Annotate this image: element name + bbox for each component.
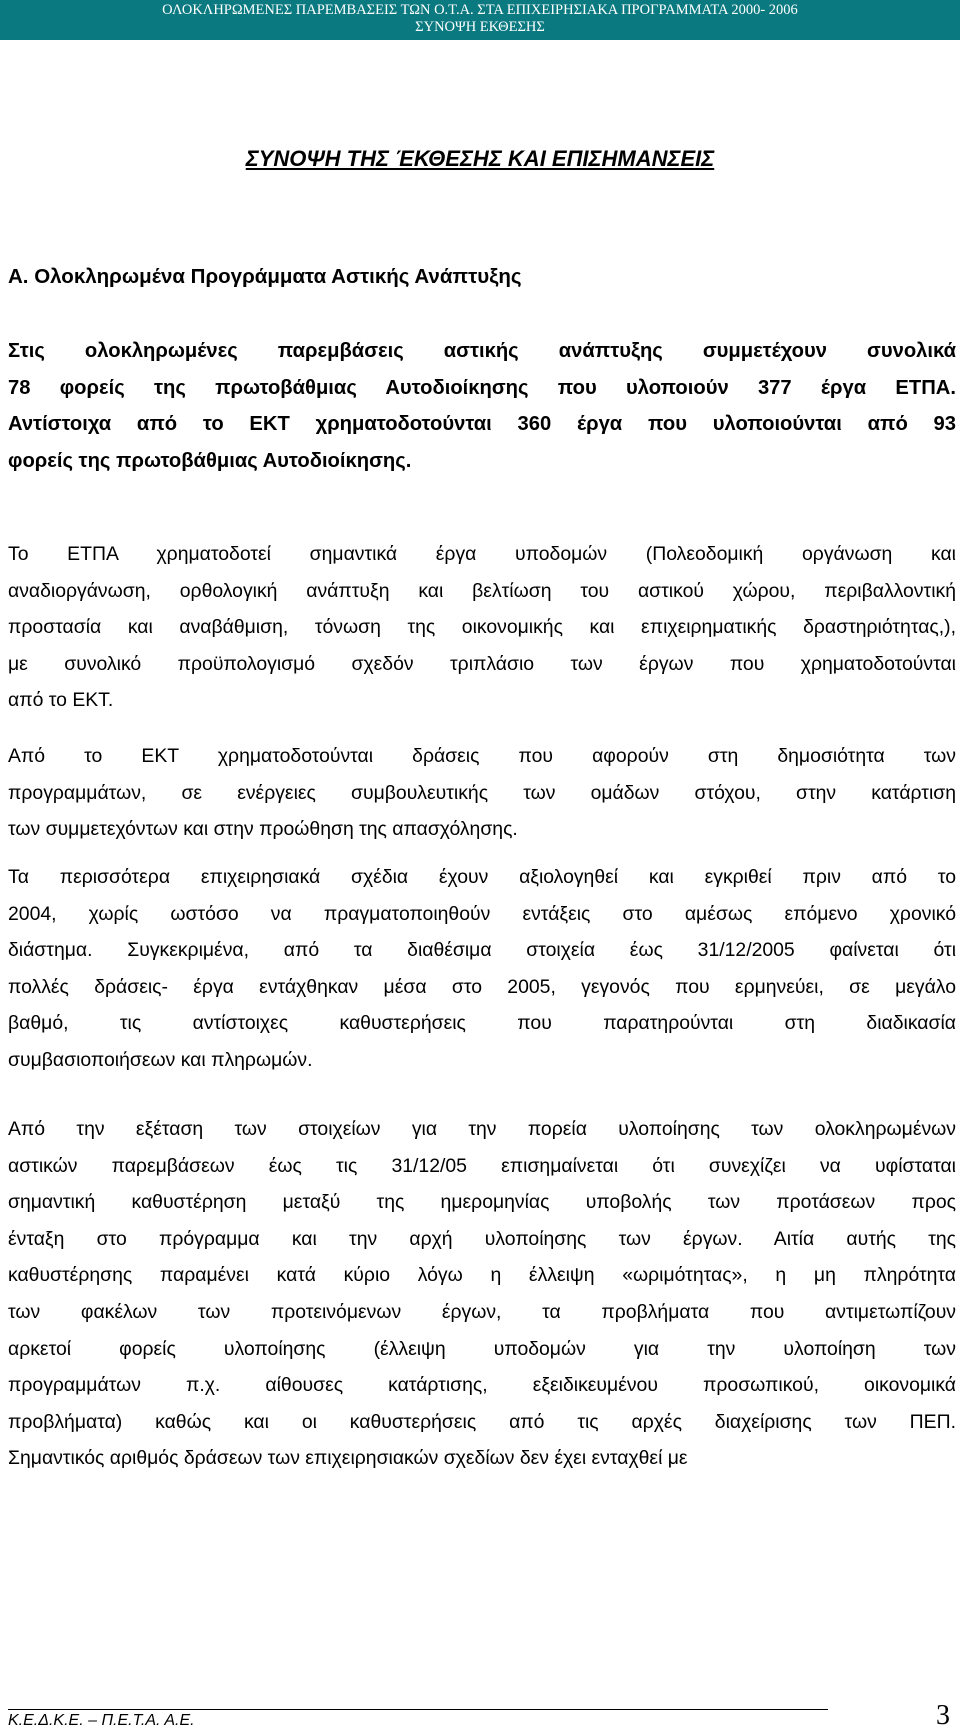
paragraph-line: αστικών παρεμβάσεων έως τις 31/12/05 επισημαίνεται ότι συνεχίζει να υφίσταται xyxy=(8,1154,956,1177)
paragraph-line: Αντίστοιχα από το ΕΚΤ χρηματοδοτούνται 360 έργα που υλοποιούνται από 93 xyxy=(8,413,956,436)
paragraph-line: αρκετοί φορείς υλοποίησης (έλλειψη υποδομών για την υλοποίηση των xyxy=(8,1337,956,1360)
page-number: 3 xyxy=(936,1700,950,1731)
paragraph-line: Στις ολοκληρωμένες παρεμβάσεις αστικής ανάπτυξης συμμετέχουν συνολικά xyxy=(8,340,956,362)
paragraph-line: προγραμμάτων, σε ενέργειες συμβουλευτικής των ομάδων στόχου, στην κατάρτιση xyxy=(8,781,956,804)
paragraph-line: των συμμετεχόντων και στην προώθηση της απασχόλησης. xyxy=(8,818,518,841)
paragraph-line: προστασία και αναβάθμιση, τόνωση της οικονομικής και επιχειρηματικής δραστηριότητας,), xyxy=(8,616,956,639)
paragraph-line: Το ΕΤΠΑ χρηματοδοτεί σημαντικά έργα υποδομών (Πολεοδομική οργάνωση και xyxy=(8,543,956,565)
header-line-1: ΟΛΟΚΛΗΡΩΜΕΝΕΣ ΠΑΡΕΜΒΑΣΕΙΣ ΤΩΝ Ο.Τ.Α. ΣΤΑ ΕΠΙΧΕΙΡΗΣΙΑΚΑ ΠΡΟΓΡΑΜΜΑΤΑ 2000- 2006 xyxy=(162,2,798,18)
paragraph-line: βαθμό, τις αντίστοιχες καθυστερήσεις που παρατηρούνται στη διαδικασία xyxy=(8,1012,956,1035)
paragraph-line: Από το ΕΚΤ χρηματοδοτούνται δράσεις που αφορούν στη δημοσιότητα των xyxy=(8,745,956,767)
footer-organization: Κ.Ε.Δ.Κ.Ε. – Π.Ε.Τ.Α. Α.Ε. xyxy=(8,1712,195,1729)
paragraph-line: Σημαντικός αριθμός δράσεων των επιχειρησιακών σχεδίων δεν έχει ενταχθεί με xyxy=(8,1447,688,1470)
paragraph-line: με συνολικό προϋπολογισμό σχεδόν τριπλάσιο των έργων που χρηματοδοτούνται xyxy=(8,652,956,675)
running-header xyxy=(0,0,960,40)
paragraph-1 xyxy=(8,333,956,479)
footer-divider xyxy=(8,1709,828,1710)
paragraph-line: φορείς της πρωτοβάθμιας Αυτοδιοίκησης. xyxy=(8,449,412,472)
paragraph-line: σημαντική καθυστέρηση μεταξύ της ημερομηνίας υποβολής των προτάσεων προς xyxy=(8,1191,956,1214)
paragraph-line: των φακέλων των προτεινόμενων έργων, τα προβλήματα που αντιμετωπίζουν xyxy=(8,1300,956,1323)
paragraph-line: διάστημα. Συγκεκριμένα, από τα διαθέσιμα στοιχεία έως 31/12/2005 φαίνεται ότι xyxy=(8,939,956,962)
paragraph-line: 2004, χωρίς ωστόσο να πραγματοποιηθούν εντάξεις στο αμέσως επόμενο χρονικό xyxy=(8,902,956,925)
paragraph-line: προγραμμάτων π.χ. αίθουσες κατάρτισης, εξειδικευμένου προσωπικού, οικονομικά xyxy=(8,1374,956,1397)
page-title: ΣΥΝΟΨΗ ΤΗΣ ΈΚΘΕΣΗΣ ΚΑΙ ΕΠΙΣΗΜΑΝΣΕΙΣ xyxy=(245,146,715,171)
paragraph-5 xyxy=(8,1111,956,1477)
paragraph-line: προβλήματα) καθώς και οι καθυστερήσεις από τις αρχές διαχείρισης των ΠΕΠ. xyxy=(8,1410,956,1433)
paragraph-line: Τα περισσότερα επιχειρησιακά σχέδια έχουν αξιολογηθεί και εγκριθεί πριν από το xyxy=(8,866,956,888)
paragraph-line: αναδιοργάνωση, ορθολογική ανάπτυξη και βελτίωση του αστικού χώρου, περιβαλλοντική xyxy=(8,579,956,602)
paragraph-line: ένταξη στο πρόγραμμα και την αρχή υλοποίησης των έργων. Αιτία αυτής της xyxy=(8,1227,956,1250)
paragraph-line: πολλές δράσεις- έργα εντάχθηκαν μέσα στο 2005, γεγονός που ερμηνεύει, σε μεγάλο xyxy=(8,975,956,998)
section-heading: Α. Ολοκληρωμένα Προγράμματα Αστικής Ανάπτυξης xyxy=(8,265,522,288)
paragraph-line: συμβασιοποιήσεων και πληρωμών. xyxy=(8,1048,313,1071)
paragraph-line: 78 φορείς της πρωτοβάθμιας Αυτοδιοίκησης που υλοποιούν 377 έργα ΕΤΠΑ. xyxy=(8,376,956,399)
header-line-2: ΣΥΝΟΨΗ ΕΚΘΕΣΗΣ xyxy=(415,19,545,35)
paragraph-2 xyxy=(8,536,956,719)
paragraph-line: Από την εξέταση των στοιχείων για την πορεία υλοποίησης των ολοκληρωμένων xyxy=(8,1118,956,1140)
paragraph-4 xyxy=(8,859,956,1079)
paragraph-line: καθυστέρησης παραμένει κατά κύριο λόγω η έλλειψη «ωριμότητας», η μη πληρότητα xyxy=(8,1264,956,1287)
paragraph-line: από το ΕΚΤ. xyxy=(8,689,114,712)
paragraph-3 xyxy=(8,738,956,848)
